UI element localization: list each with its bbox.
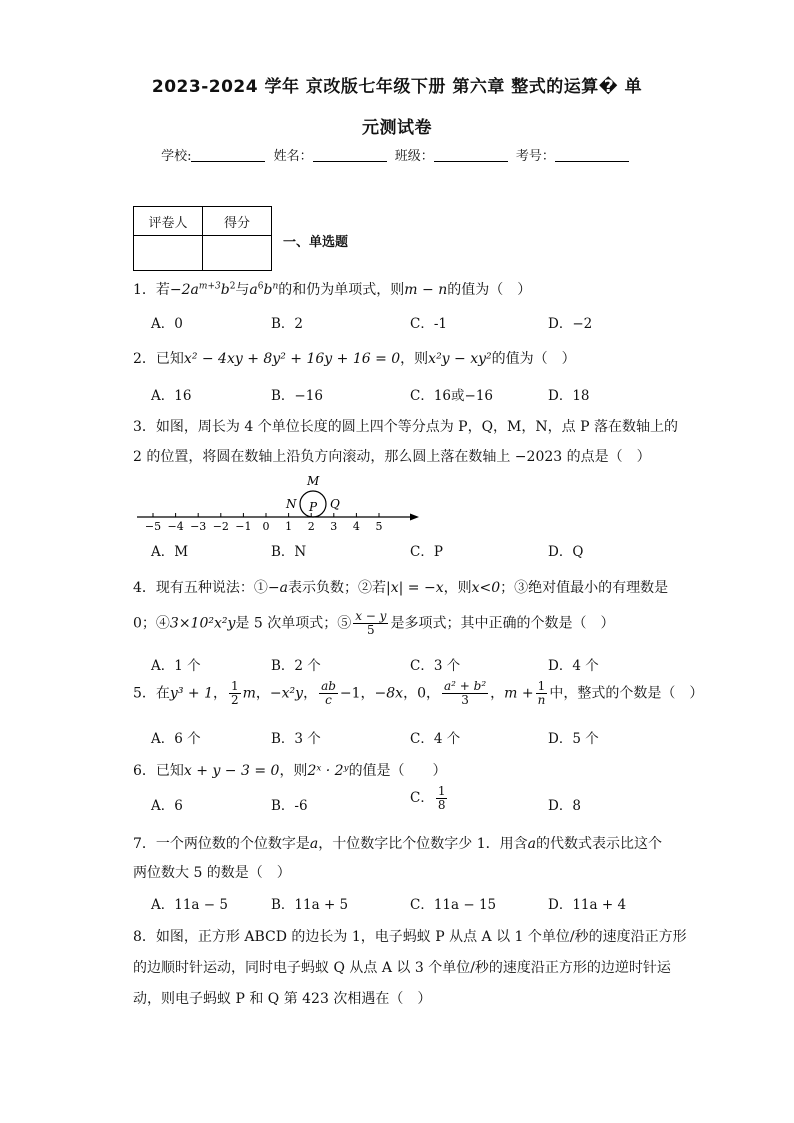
question-4-line-2: 0；④3×10²x²y是 5 次单项式；⑤ $\frac{x - y}{5}$ 是多项式；其中正确的个数是（ ） (133, 609, 615, 637)
question-1: 1．若$-2a^{m+3}b^2$与$a^6b^n$的和仍为单项式，则m − n的值为（ ） (133, 281, 532, 298)
score-header: 得分 (203, 207, 272, 236)
label-m: M (307, 474, 320, 488)
q7-option-d: D．11a + 4 (548, 897, 627, 913)
q3-option-a: A．M (151, 544, 189, 560)
q1-option-a: A．0 (151, 316, 183, 332)
q5-option-d: D．5 个 (548, 731, 599, 747)
tick-label: −1 (235, 520, 252, 533)
q3-option-d: D．Q (548, 544, 584, 560)
question-6: 6．已知x + y − 3 = 0，则2ˣ · 2ʸ的值是（ ） (133, 763, 447, 779)
q2-option-a: A．16 (151, 388, 192, 404)
q5-option-b: B．3 个 (271, 731, 321, 747)
question-4-line-1: 4．现有五种说法：①−a表示负数；②若|x| = −x，则x<0；③绝对值最小的有理数是 (133, 580, 669, 596)
q6-option-b: B．-6 (271, 798, 308, 814)
class-label: 班级： (394, 149, 434, 164)
q7-option-b: B．11a + 5 (271, 897, 349, 913)
question-8-line-3: 动，则电子蚂蚁 P 和 Q 第 423 次相遇在（ ） (133, 991, 432, 1007)
q5-option-a: A．6 个 (151, 731, 201, 747)
reviewer-header: 评卷人 (134, 207, 203, 236)
q4-option-a: A．1 个 (151, 658, 201, 674)
q3-option-b: B．N (271, 544, 307, 560)
student-info-row (0, 145, 794, 164)
q2-option-c: C．16或−16 (410, 388, 493, 404)
q4-option-b: B．2 个 (271, 658, 321, 674)
school-blank (191, 149, 265, 162)
question-8-line-2: 的边顺时针运动，同时电子蚂蚁 Q 从点 A 以 3 个单位/秒的速度沿正方形的边逆时针运 (133, 960, 671, 976)
q4-option-d: D．4 个 (548, 658, 599, 674)
section-title: 一、单选题 (283, 235, 349, 250)
label-q: Q (330, 497, 340, 511)
q6-option-d: D．8 (548, 798, 581, 814)
name-blank (313, 149, 387, 162)
score-cell (203, 236, 272, 271)
tick-label: −2 (212, 520, 229, 533)
q3-option-c: C．P (410, 544, 443, 560)
number-blank (555, 149, 629, 162)
q2-option-b: B．−16 (271, 388, 323, 404)
tick-label: 4 (352, 520, 360, 533)
title-line-2: 元测试卷 (362, 118, 432, 138)
question-7-line-2: 两位数大 5 的数是（ ） (133, 865, 291, 881)
q4-option-c: C．3 个 (410, 658, 461, 674)
question-8-line-1: 8．如图，正方形 ABCD 的边长为 1，电子蚂蚁 P 从点 A 以 1 个单位/秒的速度沿正方形 (133, 929, 687, 945)
question-3-line-1: 3．如图，周长为 4 个单位长度的圆上四个等分点为 P，Q，M，N，点 P 落在数轴上的 (133, 419, 678, 435)
title-line-1: 2023-2024 学年 京改版七年级下册 第六章 整式的运算� 单 (151, 77, 643, 97)
q1-option-c: C．-1 (410, 316, 447, 332)
reviewer-cell (134, 236, 203, 271)
school-label: 学校: (161, 149, 192, 164)
tick-label: −3 (190, 520, 207, 533)
label-p: P (309, 500, 318, 514)
label-n: N (286, 497, 297, 511)
q2-option-d: D．18 (548, 388, 590, 404)
number-label: 考号： (515, 149, 555, 164)
tick-label: 5 (375, 520, 383, 533)
tick-label: −5 (144, 520, 162, 533)
question-5: 5．在y³ + 1， $\frac{1}{2}$ m，−x²y， $\frac{ab}{c}$ −1，−8x，0， $\frac{\text{a² + b²}}{3}$ ，m + $\frac{1}{n}$ 中，整式的个数是（ ） (133, 679, 704, 707)
question-2: 2．已知x² − 4xy + 8y² + 16y + 16 = 0，则x²y − xy²的值为（ ） (133, 351, 576, 367)
q7-option-c: C．11a − 15 (410, 897, 497, 913)
q5-option-c: C．4 个 (410, 731, 461, 747)
question-3-line-2: 2 的位置，将圆在数轴上沿负方向滚动，那么圆上落在数轴上 −2023 的点是（ ） (133, 449, 651, 465)
q7-option-a: A．11a − 5 (151, 897, 228, 913)
class-blank (434, 149, 508, 162)
q6-option-c: C． $\frac{1}{8}$ (410, 784, 446, 812)
score-table (133, 206, 272, 271)
number-line-figure (133, 470, 433, 534)
question-7-line-1: 7．一个两位数的个位数字是a，十位数字比个位数字少 1．用含a的代数式表示比这个 (133, 836, 662, 852)
q6-option-a: A．6 (151, 798, 183, 814)
name-label: 姓名： (273, 149, 313, 164)
tick-label: −4 (167, 520, 184, 533)
tick-label: 3 (330, 520, 338, 533)
axis-arrow-icon (410, 514, 419, 521)
q1-option-d: D．−2 (548, 316, 593, 332)
q1-option-b: B．2 (271, 316, 304, 332)
tick-label: 2 (307, 520, 315, 533)
tick-label: 0 (262, 520, 270, 533)
tick-label: 1 (285, 520, 293, 533)
